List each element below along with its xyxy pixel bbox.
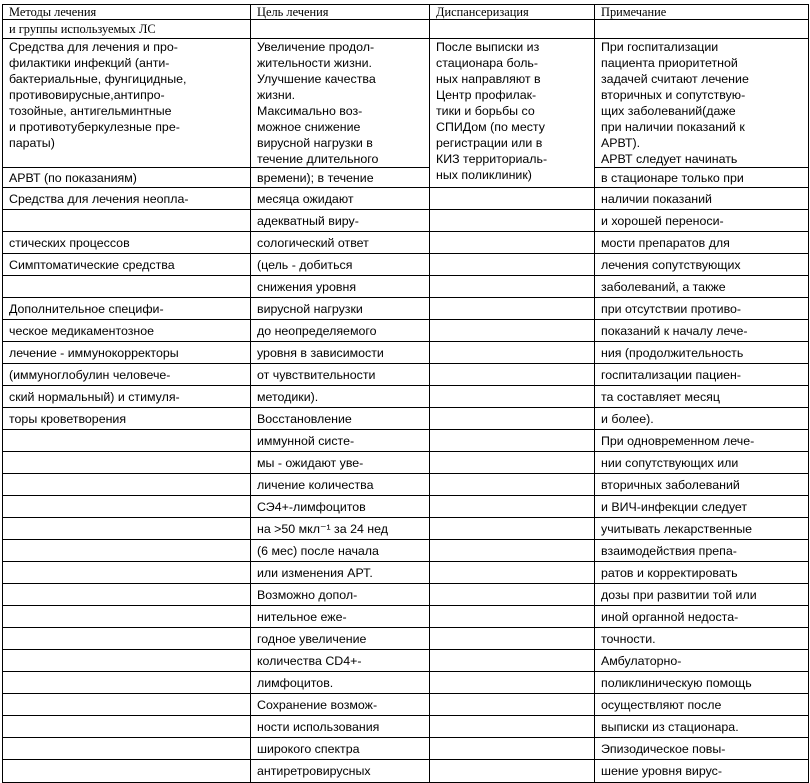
notes-line: АРВТ следует начинать [601,152,738,166]
table-row [3,276,809,298]
treatment-table [2,4,809,783]
cell-dispensary [430,452,595,474]
cell-goal: месяца ожидают [251,188,430,210]
cell-notes: Амбулаторно- [595,650,809,672]
subheader-empty-dispensary [430,20,595,39]
cell-dispensary [430,364,595,386]
cell-goal: адекватный виру- [251,210,430,232]
methods-line: филактики инфекций (анти- [9,56,170,70]
methods-line: Средства для лечения и про- [9,40,178,54]
cell-goal: антиретровирусных [251,760,430,783]
cell-notes: ния (продолжительность [595,342,809,364]
cell-dispensary [430,386,595,408]
cell-methods: ский нормальный) и стимуля- [3,386,251,408]
cell-dispensary [430,188,595,210]
goal-line: течение длительного [257,152,379,166]
dispensary-block [430,39,595,188]
table-row [3,650,809,672]
dispensary-line: КИЗ территориаль- [436,152,548,166]
table-row [3,628,809,650]
cell-notes: лечения сопутствующих [595,254,809,276]
cell-notes: При одновременном лече- [595,430,809,452]
notes-line: вторичных и сопутствую- [601,88,746,102]
methods-line: тозойные, антигельминтные [9,104,172,118]
subheader-empty-notes [595,20,809,39]
notes-line: при наличии показаний к [601,120,745,134]
dispensary-line: стационара боль- [436,56,539,70]
table-row [3,408,809,430]
cell-notes: нии сопутствующих или [595,452,809,474]
cell-dispensary [430,320,595,342]
cell-notes: учитывать лекарственные [595,518,809,540]
cell-dispensary [430,496,595,518]
subheader-row [3,20,809,39]
table-row [3,210,809,232]
cell-notes: ратов и корректировать [595,562,809,584]
cell-dispensary [430,650,595,672]
cell-goal: времени); в течение [251,168,430,188]
cell-dispensary [430,606,595,628]
cell-goal: от чувствительности [251,364,430,386]
table-row [3,364,809,386]
cell-goal: мы - ожидают уве- [251,452,430,474]
goal-line: вирусной нагрузки в [257,136,373,150]
cell-dispensary [430,518,595,540]
cell-notes: выписки из стационара. [595,716,809,738]
goal-line: жительности жизни. [257,56,372,70]
table-row [3,584,809,606]
cell-methods: торы кроветворения [3,408,251,430]
table-row [3,188,809,210]
cell-dispensary [430,430,595,452]
cell-notes: шение уровня вирус- [595,760,809,783]
cell-methods [3,650,251,672]
subheader-groups: и группы используемых ЛС [3,20,251,39]
cell-goal: нительное еже- [251,606,430,628]
merged-row [3,39,809,168]
header-methods: Методы лечения [3,5,251,20]
cell-dispensary [430,408,595,430]
cell-notes: взаимодействия препа- [595,540,809,562]
cell-dispensary [430,210,595,232]
cell-goal: иммунной систе- [251,430,430,452]
table-row [3,606,809,628]
cell-methods: АРВТ (по показаниям) [3,168,251,188]
methods-line: и противотуберкулезные пре- [9,120,180,134]
cell-dispensary [430,474,595,496]
cell-methods [3,760,251,783]
cell-goal: широкого спектра [251,738,430,760]
cell-goal: уровня в зависимости [251,342,430,364]
cell-notes: показаний к началу лече- [595,320,809,342]
cell-methods: лечение - иммунокорректоры [3,342,251,364]
dispensary-line: ных поликлиник) [436,168,532,182]
cell-methods [3,694,251,716]
cell-dispensary [430,276,595,298]
methods-line: параты) [9,136,55,150]
cell-notes: при отсутствии противо- [595,298,809,320]
cell-dispensary [430,738,595,760]
cell-methods [3,540,251,562]
cell-goal: (цель - добиться [251,254,430,276]
table-row [3,386,809,408]
table-row [3,298,809,320]
cell-dispensary [430,672,595,694]
cell-methods: Средства для лечения неопла- [3,188,251,210]
cell-methods [3,562,251,584]
cell-dispensary [430,232,595,254]
cell-dispensary [430,298,595,320]
table-body [3,5,809,783]
cell-methods [3,496,251,518]
cell-methods [3,276,251,298]
table-row [3,232,809,254]
table-row [3,540,809,562]
cell-goal: лимфоцитов. [251,672,430,694]
cell-methods: стических процессов [3,232,251,254]
methods-line: противовирусные,антипро- [9,88,165,102]
goal-line: Улучшение качества [257,72,376,86]
cell-dispensary [430,694,595,716]
table-row [3,716,809,738]
header-dispensary: Диспансеризация [430,5,595,20]
table-row [3,562,809,584]
cell-methods [3,452,251,474]
table-row [3,760,809,783]
cell-dispensary [430,628,595,650]
notes-line: пациента приоритетной [601,56,738,70]
goal-line: Увеличение продол- [257,40,375,54]
cell-goal: Восстановление [251,408,430,430]
dispensary-line: После выписки из [436,40,540,54]
cell-notes: в стационаре только при [595,168,809,188]
cell-goal: (6 мес) после начала [251,540,430,562]
cell-notes: наличии показаний [595,188,809,210]
cell-dispensary [430,584,595,606]
header-notes: Примечание [595,5,809,20]
dispensary-line: СПИДом (по месту [436,120,545,134]
cell-goal: личение количества [251,474,430,496]
subheader-empty-goal [251,20,430,39]
goal-block [251,39,430,168]
table-row [3,320,809,342]
goal-line: можное снижение [257,120,361,134]
cell-notes: осуществляют после [595,694,809,716]
methods-line: бактериальные, фунгицидные, [9,72,187,86]
table-row [3,694,809,716]
cell-methods [3,210,251,232]
table-row [3,430,809,452]
cell-methods [3,518,251,540]
dispensary-line: регистрации или в [436,136,543,150]
cell-methods [3,430,251,452]
cell-dispensary [430,342,595,364]
cell-methods: Симптоматические средства [3,254,251,276]
table-row [3,452,809,474]
methods-block [3,39,251,168]
cell-goal: ности использования [251,716,430,738]
cell-notes: иной органной недоста- [595,606,809,628]
goal-line: жизни. [257,88,296,102]
notes-line: При госпитализации [601,40,719,54]
cell-goal: СЭ4+-лимфоцитов [251,496,430,518]
cell-methods [3,738,251,760]
table-row [3,738,809,760]
cell-notes: дозы при развитии той или [595,584,809,606]
cell-dispensary [430,540,595,562]
cell-goal: вирусной нагрузки [251,298,430,320]
cell-notes: госпитализации пациен- [595,364,809,386]
cell-notes: поликлиническую помощь [595,672,809,694]
goal-line: Максимально воз- [257,104,363,118]
table-row [3,342,809,364]
cell-goal: методики). [251,386,430,408]
cell-methods: (иммуноглобулин человече- [3,364,251,386]
header-row [3,5,809,20]
cell-goal: сологический ответ [251,232,430,254]
header-goal: Цель лечения [251,5,430,20]
cell-notes: мости препаратов для [595,232,809,254]
cell-goal: или изменения АРТ. [251,562,430,584]
cell-goal: годное увеличение [251,628,430,650]
cell-goal: Возможно допол- [251,584,430,606]
cell-methods [3,584,251,606]
cell-notes: точности. [595,628,809,650]
notes-line: задачей считают лечение [601,72,749,86]
dispensary-line: Центр профилак- [436,88,537,102]
cell-dispensary [430,716,595,738]
table-row [3,254,809,276]
cell-notes: и ВИЧ-инфекции следует [595,496,809,518]
cell-methods [3,474,251,496]
cell-dispensary [430,254,595,276]
table-row [3,496,809,518]
cell-goal: количества CD4+- [251,650,430,672]
cell-goal: Сохранение возмож- [251,694,430,716]
cell-methods [3,606,251,628]
cell-dispensary [430,562,595,584]
cell-dispensary [430,760,595,783]
cell-goal: на >50 мкл⁻¹ за 24 нед [251,518,430,540]
cell-methods [3,628,251,650]
cell-notes: та составляет месяц [595,386,809,408]
cell-notes: и более). [595,408,809,430]
cell-notes: Эпизодическое повы- [595,738,809,760]
cell-notes: и хорошей переноси- [595,210,809,232]
cell-goal: до неопределяемого [251,320,430,342]
table-row [3,168,809,188]
cell-methods: Дополнительное специфи- [3,298,251,320]
table-row [3,672,809,694]
dispensary-line: ных направляют в [436,72,541,86]
dispensary-line: тики и борьбы со [436,104,535,118]
table-row [3,474,809,496]
notes-line: щих заболеваний(даже [601,104,736,118]
cell-methods [3,716,251,738]
notes-line: АРВТ). [601,136,641,150]
table-row [3,518,809,540]
cell-goal: снижения уровня [251,276,430,298]
cell-notes: вторичных заболеваний [595,474,809,496]
cell-methods: ческое медикаментозное [3,320,251,342]
cell-methods [3,672,251,694]
cell-notes: заболеваний, а также [595,276,809,298]
notes-block [595,39,809,168]
